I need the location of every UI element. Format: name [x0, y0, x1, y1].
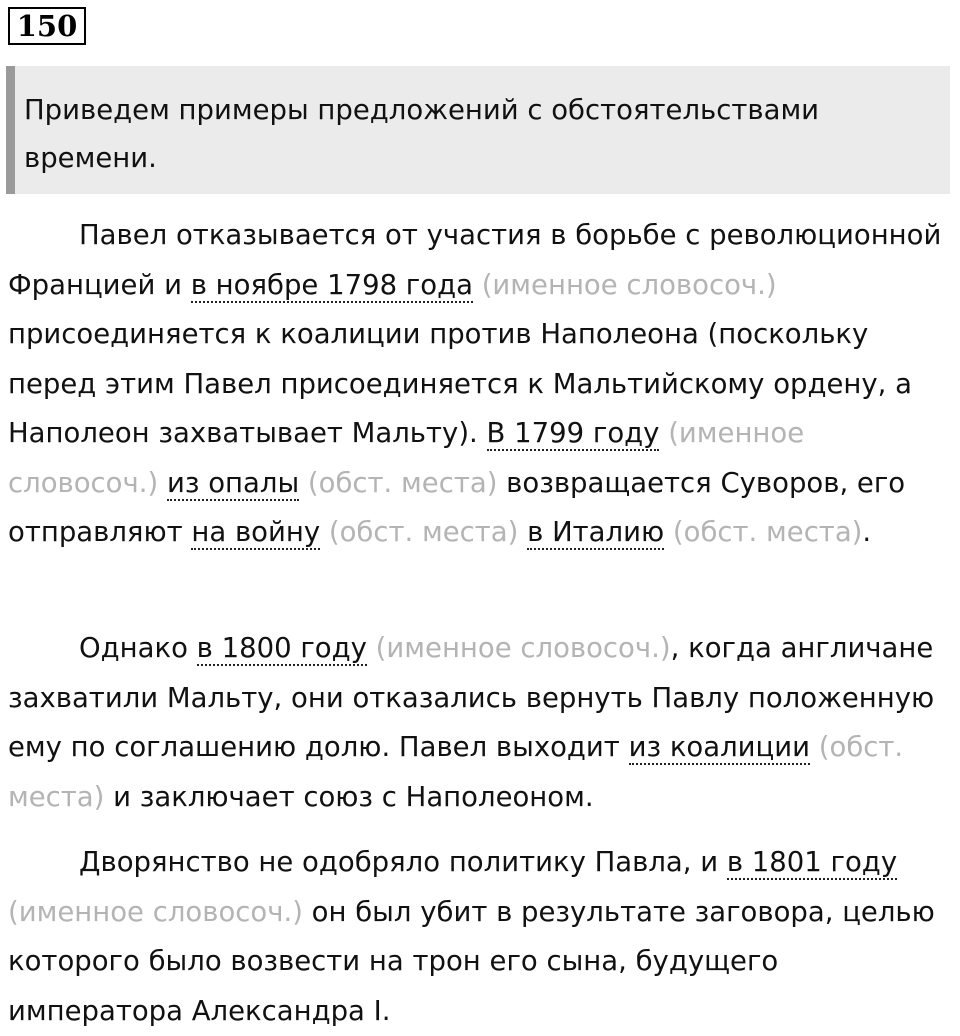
place-adverbial: из опалы: [166, 466, 300, 499]
grammar-note: (обст. места): [307, 466, 498, 499]
answer-paragraph-3: [8, 838, 953, 1036]
grammar-note: (именное словосоч.): [8, 417, 805, 499]
place-adverbial: на войну: [191, 516, 321, 548]
grammar-note: (обст. места): [328, 516, 519, 548]
paragraph-text: он был убит в результате заговора, целью которого было возвести на трон его сына, будущего императора Александра I.: [8, 895, 935, 1027]
paragraph-text: .: [862, 516, 872, 548]
time-adverbial: В 1799 году: [486, 417, 660, 449]
time-adverbial: в 1801 году: [726, 846, 898, 878]
paragraph-text: присоединяется к коалиции против Наполеона (поскольку перед этим Павел присоединяется к Мальтийскому ордену, а Наполеон захватывает Мальту).: [8, 318, 912, 449]
time-adverbial: в ноябре 1798 года: [190, 268, 473, 301]
paragraph-text: возвращается Суворов, его отправляют: [8, 466, 906, 548]
task-statement: Приведем примеры предложений с обстоятельствами времени.: [6, 66, 950, 194]
exercise-number: 150: [8, 7, 86, 45]
paragraph-text: Однако: [79, 632, 197, 664]
answer-paragraph-2: [8, 624, 953, 822]
answer-paragraph-1: [8, 211, 953, 558]
time-adverbial: в 1800 году: [196, 632, 367, 664]
grammar-note: (именное словосоч.): [375, 632, 671, 664]
place-adverbial: в Италию: [527, 516, 665, 548]
place-adverbial: из коалиции: [628, 731, 811, 763]
grammar-note: (именное словосоч.): [8, 895, 303, 928]
grammar-note: (обст. места): [672, 516, 863, 548]
paragraph-text: Дворянство не одобряло политику Павла, и: [79, 846, 727, 878]
grammar-note: (именное словосоч.): [481, 268, 777, 301]
paragraph-text: , когда англичане захватили Мальту, они отказались вернуть Павлу положенную ему по соглашению долю. Павел выходит: [8, 632, 935, 763]
paragraph-text: и заключает союз с Наполеоном.: [104, 780, 594, 813]
grammar-note: (обст. места): [8, 731, 904, 813]
paragraph-text: Павел отказывается от участия в борьбе с революционной Францией и: [8, 219, 942, 301]
